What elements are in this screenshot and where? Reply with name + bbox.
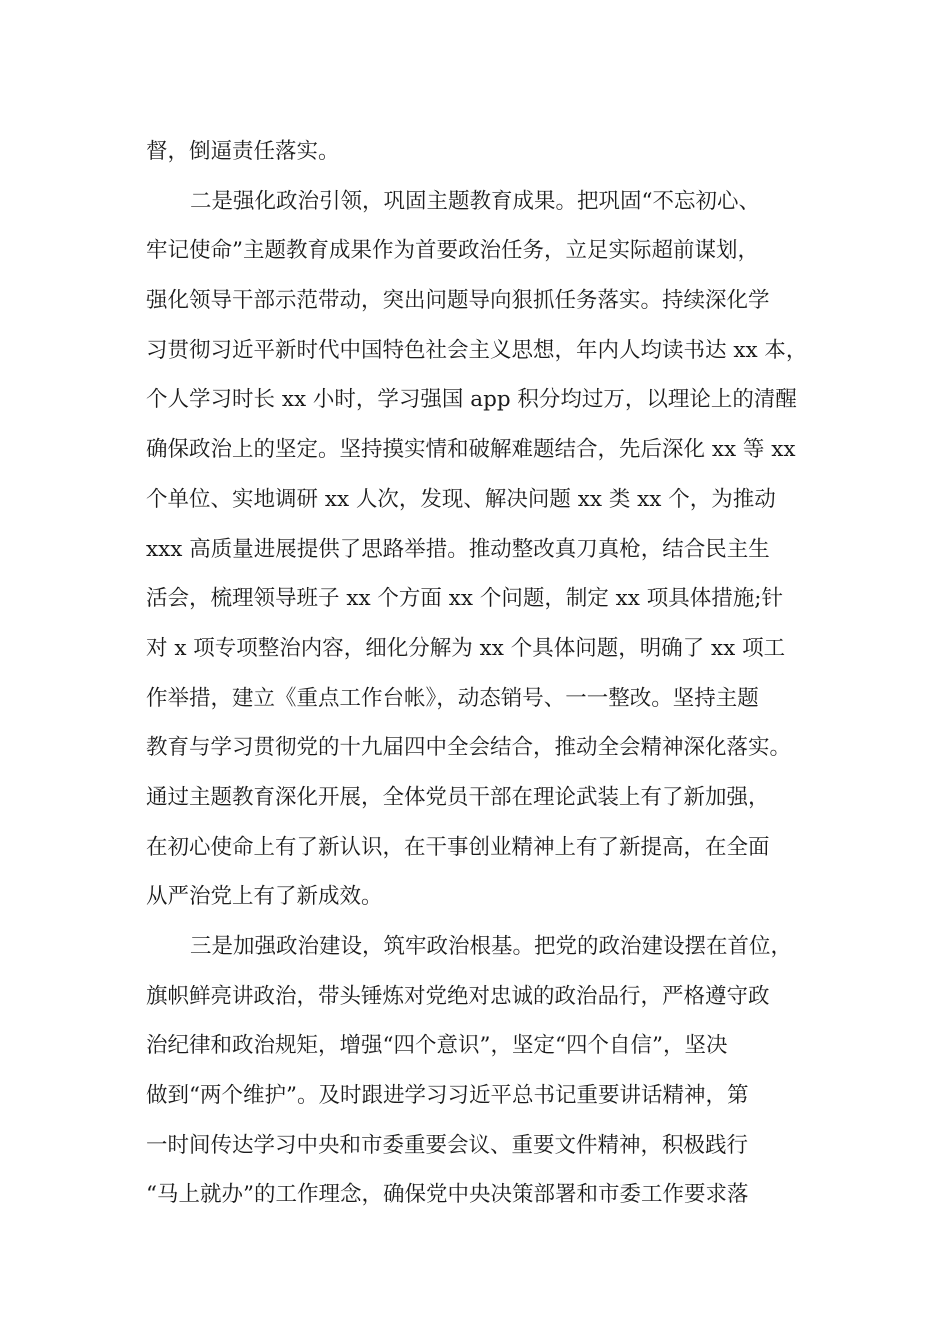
text-line: 在初心使命上有了新认识，在干事创业精神上有了新提高，在全面 (146, 834, 770, 860)
text-line: 习贯彻习近平新时代中国特色社会主义思想，年内人均读书达 xx 本， (146, 337, 808, 363)
text-line: 确保政治上的坚定。坚持摸实情和破解难题结合，先后深化 xx 等 xx (146, 437, 796, 463)
text-line: 从严治党上有了新成效。 (146, 884, 383, 910)
text-line: 强化领导干部示范带动，突出问题导向狠抓任务落实。持续深化学 (146, 288, 770, 314)
text-line: 活会，梳理领导班子 xx 个方面 xx 个问题，制定 xx 项具体措施;针 (146, 586, 784, 612)
text-line: 旗帜鲜亮讲政治，带头锤炼对党绝对忠诚的政治品行，严格遵守政 (146, 983, 770, 1009)
text-line: xxx 高质量进展提供了思路举措。推动整改真刀真枪，结合民主生 (146, 536, 770, 562)
text-line: 对 x 项专项整治内容，细化分解为 xx 个具体问题，明确了 xx 项工 (146, 635, 786, 661)
text-line: 一时间传达学习中央和市委重要会议、重要文件精神，积极践行 (146, 1132, 749, 1158)
text-line: 做到“两个维护”。及时跟进学习习近平总书记重要讲话精神，第 (146, 1083, 749, 1109)
text-line: 三是加强政治建设，筑牢政治根基。把党的政治建设摆在首位， (190, 934, 793, 959)
text-line: “马上就办”的工作理念，确保党中央决策部署和市委工作要求落 (146, 1182, 749, 1208)
text-line: 教育与学习贯彻党的十九届四中全会结合，推动全会精神深化落实。 (146, 735, 792, 761)
text-line: 个单位、实地调研 xx 人次，发现、解决问题 xx 类 xx 个，为推动 (146, 486, 776, 512)
text-line: 通过主题教育深化开展，全体党员干部在理论武装上有了新加强， (146, 784, 770, 810)
text-line: 作举措，建立《重点工作台帐》，动态销号、一一整改。坚持主题 (146, 685, 759, 711)
text-line: 牢记使命”主题教育成果作为首要政治任务，立足实际超前谋划， (146, 238, 759, 264)
text-line: 个人学习时长 xx 小时，学习强国 app 积分均过万，以理论上的清醒 (146, 387, 797, 413)
text-line: 二是强化政治引领，巩固主题教育成果。把巩固“不忘初心、 (190, 188, 760, 214)
text-line: 治纪律和政治规矩，增强“四个意识”，坚定“四个自信”，坚决 (146, 1033, 728, 1059)
text-line: 督，倒逼责任落实。 (146, 139, 340, 164)
document-body (146, 127, 826, 1220)
